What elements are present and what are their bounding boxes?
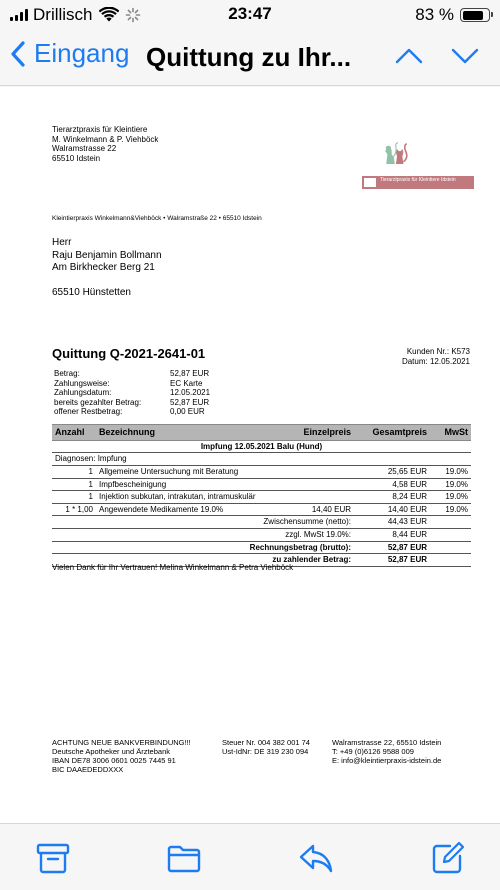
item-qty: 1 * 1,00	[52, 503, 96, 516]
footer-contact	[332, 738, 441, 765]
compose-icon	[430, 840, 466, 876]
carrier-name: Drillisch	[33, 5, 93, 24]
column-header: MwSt	[430, 425, 471, 441]
compose-button[interactable]	[430, 840, 466, 876]
item-vat: 19.0%	[430, 503, 471, 516]
archive-icon	[35, 840, 71, 876]
next-message-icon[interactable]	[450, 44, 480, 68]
items-table-wrapper	[52, 424, 471, 567]
table-header-row	[52, 425, 471, 441]
item-total: 4,58 EUR	[354, 478, 430, 491]
total-value: 8,44 EUR	[354, 528, 430, 541]
battery-percentage: 83 %	[415, 5, 454, 24]
status-time: 23:47	[228, 4, 272, 23]
footer-line: ACHTUNG NEUE BANKVERBINDUNG!!!	[52, 738, 191, 747]
return-address: Kleintierpraxis Winkelmann&Viehböck • Walramstraße 22 • 65510 Idstein	[52, 215, 262, 222]
item-unit-price	[282, 491, 354, 504]
reply-button[interactable]	[298, 840, 334, 876]
sender-line: M. Winkelmann & P. Viehböck	[52, 134, 159, 144]
summary-row	[54, 388, 234, 398]
total-value: 52,87 EUR	[354, 554, 430, 567]
total-value: 52,87 EUR	[354, 541, 430, 554]
item-qty: 1	[52, 478, 96, 491]
sender-line: Tierarztpraxis für Kleintiere	[52, 125, 148, 134]
previous-message-icon[interactable]	[394, 44, 424, 68]
table-diagnosis-row	[52, 453, 471, 466]
thanks-note: Vielen Dank für Ihr Vertrauen! Melina Winkelmann & Petra Viehböck	[52, 563, 294, 572]
summary-label: offener Restbetrag:	[54, 407, 123, 417]
column-header: Einzelpreis	[282, 425, 354, 441]
receipt-meta	[402, 347, 470, 366]
table-row	[52, 478, 471, 491]
navigation-bar	[0, 30, 500, 86]
back-label: Eingang	[34, 38, 130, 68]
footer-line: IBAN DE78 3006 0601 0025 7445 91	[52, 756, 176, 765]
recipient-line: 65510 Hünstetten	[52, 287, 131, 298]
customer-number: Kunden Nr.: K573	[406, 347, 470, 356]
pets-logo-icon	[382, 131, 442, 176]
recipient-line: Herr	[52, 237, 72, 248]
table-row	[52, 491, 471, 504]
summary-label: Zahlungsdatum:	[54, 388, 112, 398]
summary-value: EC Karte	[170, 378, 203, 388]
recipient-line: Raju Benjamin Bollmann	[52, 249, 162, 261]
recipient-address	[52, 237, 162, 300]
total-label: Zwischensumme (netto):	[52, 516, 354, 529]
table-row	[52, 503, 471, 516]
chevron-left-icon	[10, 40, 26, 68]
summary-row	[54, 407, 234, 417]
totals-row	[52, 541, 471, 554]
message-body[interactable]	[0, 87, 500, 823]
footer-line: Deutsche Apotheker und Ärztebank	[52, 747, 170, 756]
recipient-line: Am Birkhecker Berg 21	[52, 262, 155, 273]
receipt-title: Quittung Q-2021-2641-01	[52, 346, 206, 361]
receipt-date: Datum: 12.05.2021	[401, 356, 470, 366]
sender-address	[52, 125, 158, 163]
item-qty: 1	[52, 491, 96, 504]
reply-icon	[298, 840, 334, 876]
item-unit-price: 14,40 EUR	[282, 503, 354, 516]
folder-icon	[166, 840, 202, 876]
item-total: 25,65 EUR	[354, 465, 430, 478]
summary-label: Zahlungsweise:	[54, 378, 110, 388]
summary-value: 0,00 EUR	[170, 407, 205, 417]
summary-row	[54, 379, 234, 389]
total-spacer	[430, 528, 471, 541]
item-desc: Injektion subkutan, intrakutan, intramuskulär	[96, 491, 282, 504]
logo-paw-icon	[364, 178, 376, 187]
battery-icon	[460, 8, 490, 22]
totals-row	[52, 528, 471, 541]
diagnosis-text: Diagnosen: Impfung	[52, 453, 471, 466]
total-spacer	[430, 541, 471, 554]
move-to-folder-button[interactable]	[166, 840, 202, 876]
column-header: Gesamtpreis	[354, 425, 430, 441]
recipient-spacer	[52, 275, 162, 288]
message-subject-title: Quittung zu Ihr...	[146, 42, 352, 72]
clinic-logo	[362, 131, 474, 189]
total-value: 44,43 EUR	[354, 516, 430, 529]
item-desc: Allgemeine Untersuchung mit Beratung	[96, 465, 282, 478]
summary-label: bereits gezahlter Betrag:	[54, 397, 142, 407]
payment-summary	[54, 369, 234, 417]
summary-value: 52,87 EUR	[170, 369, 210, 378]
footer-line: Ust-IdNr: DE 319 230 094	[222, 747, 309, 756]
summary-value: 12.05.2021	[170, 388, 211, 398]
item-vat: 19.0%	[430, 491, 471, 504]
totals-row	[52, 516, 471, 529]
group-title: Impfung 12.05.2021 Balu (Hund)	[52, 440, 471, 453]
item-unit-price	[282, 478, 354, 491]
column-header: Bezeichnung	[96, 425, 282, 441]
battery-fill	[463, 11, 484, 20]
item-desc: Angewendete Medikamente 19.0%	[96, 503, 282, 516]
item-vat: 19.0%	[430, 465, 471, 478]
item-unit-price	[282, 465, 354, 478]
footer-line: Walramstrasse 22, 65510 Idstein	[332, 738, 442, 747]
status-bar	[0, 0, 500, 30]
item-desc: Impfbescheinigung	[96, 478, 282, 491]
total-spacer	[430, 516, 471, 529]
sender-line: Walramstrasse 22	[52, 144, 117, 154]
item-vat: 19.0%	[430, 478, 471, 491]
total-label: Rechnungsbetrag (brutto):	[52, 541, 354, 554]
logo-banner	[362, 176, 474, 189]
column-header: Anzahl	[52, 425, 96, 441]
total-label: zu zahlender Betrag:	[52, 554, 354, 567]
footer-tax	[222, 738, 310, 756]
sender-line: 65510 Idstein	[52, 153, 101, 163]
logo-text: Tierarztpraxis für Kleintiere Idstein	[380, 177, 456, 183]
summary-value: 52,87 EUR	[170, 397, 210, 407]
bottom-toolbar	[0, 823, 500, 890]
footer-line: BIC DAAEDEDDXXX	[52, 765, 124, 774]
summary-row	[54, 369, 234, 379]
summary-row	[54, 398, 234, 408]
status-right	[415, 5, 490, 25]
total-label: zzgl. MwSt 19.0%:	[52, 528, 354, 541]
items-table	[52, 424, 471, 567]
footer-line: T: +49 (0)6126 9588 009	[332, 747, 414, 756]
back-to-inbox-button[interactable]	[10, 38, 129, 69]
archive-button[interactable]	[35, 840, 71, 876]
item-qty: 1	[52, 465, 96, 478]
table-row	[52, 465, 471, 478]
footer-line: Steuer Nr. 004 382 001 74	[222, 738, 310, 747]
item-total: 8,24 EUR	[354, 491, 430, 504]
item-total: 14,40 EUR	[354, 503, 430, 516]
footer-line[interactable]: E: info@kleintierpraxis-idstein.de	[332, 756, 442, 765]
total-spacer	[430, 554, 471, 567]
table-group-row	[52, 440, 471, 453]
summary-label: Betrag:	[54, 369, 80, 378]
footer-bank	[52, 738, 191, 774]
